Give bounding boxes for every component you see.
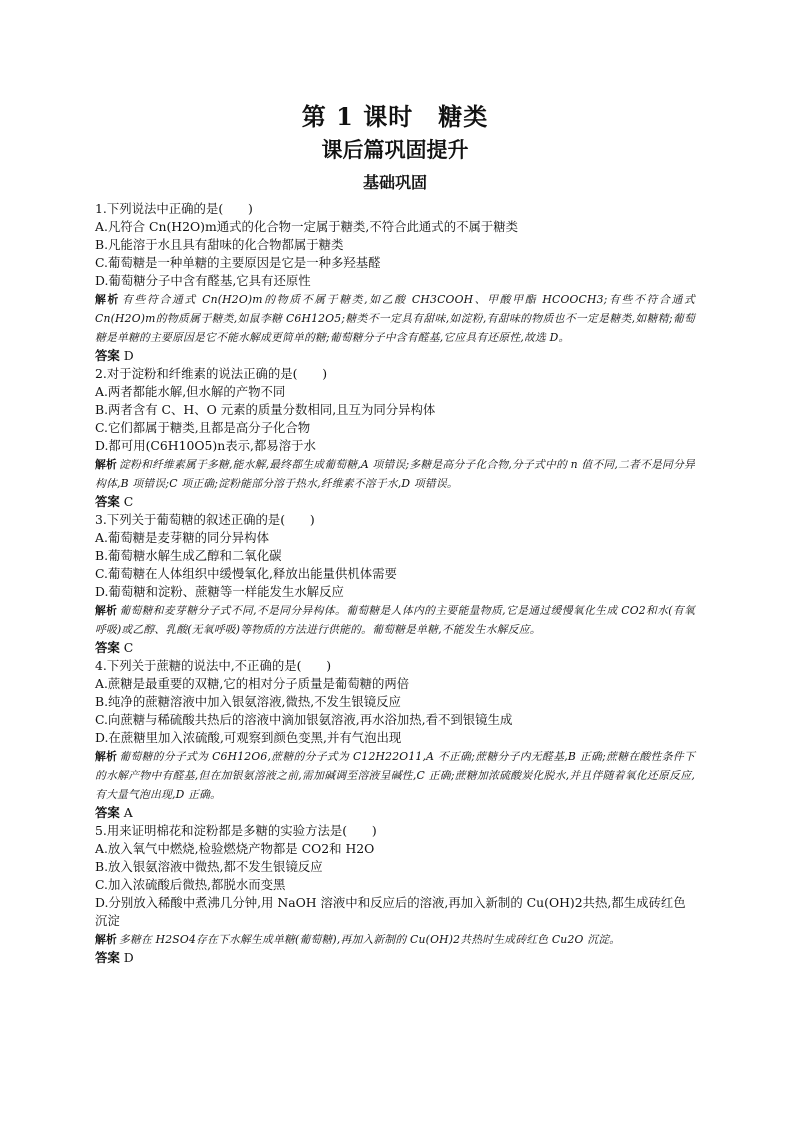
- option-c: C.葡萄糖在人体组织中缓慢氧化,释放出能量供机体需要: [95, 566, 397, 581]
- option-b: B.凡能溶于水且具有甜味的化合物都属于糖类: [95, 237, 344, 252]
- answer-value: D: [123, 348, 134, 363]
- analysis-text: 有些符合通式 Cn(H2O)m的物质不属于糖类,如乙酸 CH3COOH、甲酸甲酯 HCOOCH3;有些不符合通式 Cn(H2O)m的物质属于糖类,如鼠李糖 C6H12O5;糖类不一定具有甜味,如淀粉,有甜味的物质也不一定是糖类,如糖精;葡萄糖是单糖的主要原因是它不能水解成更简单的糖;葡萄糖分子中含有醛基,它应具有还原性,故选 D。: [95, 293, 695, 344]
- analysis-text: 葡萄糖的分子式为 C6H12O6,蔗糖的分子式为 C12H22O11,A 不正确;蔗糖分子内无醛基,B 正确;蔗糖在酸性条件下的水解产物中有醛基,但在加银氨溶液之前,需加碱调至溶液呈碱性,C 正确;蔗糖加浓硫酸炭化脱水,并且伴随着氧化还原反应,有大量气泡出现,D 正确。: [95, 750, 695, 801]
- answer-value: A: [123, 805, 133, 820]
- analysis-label: 解析: [95, 293, 120, 306]
- option-a: A.放入氧气中燃烧,检验燃烧产物都是 CO2和 H2O: [95, 841, 375, 856]
- option-a: A.葡萄糖是麦芽糖的同分异构体: [95, 530, 269, 545]
- answer: [95, 347, 695, 365]
- analysis: [95, 601, 695, 639]
- answer-label: 答案: [95, 805, 120, 820]
- question-stem: 1.下列说法中正确的是( ): [95, 201, 253, 216]
- answer: [95, 949, 695, 967]
- analysis-text: 淀粉和纤维素属于多糖,能水解,最终都生成葡萄糖,A 项错误;多糖是高分子化合物,分子式中的 n 值不同,二者不是同分异构体,B 项错误;C 项正确;淀粉能部分溶于热水,纤维素不溶于水,D 项错误。: [95, 458, 695, 490]
- question-3: [95, 511, 695, 657]
- option-a: A.两者都能水解,但水解的产物不同: [95, 384, 286, 399]
- option-c: C.向蔗糖与稀硫酸共热后的溶液中滴加银氨溶液,再水浴加热,看不到银镜生成: [95, 712, 513, 727]
- option-d: D.在蔗糖里加入浓硫酸,可观察到颜色变黑,并有气泡出现: [95, 730, 402, 745]
- document-page: [95, 100, 695, 967]
- question-stem: 2.对于淀粉和纤维素的说法正确的是( ): [95, 366, 328, 381]
- option-c: C.它们都属于糖类,且都是高分子化合物: [95, 420, 311, 435]
- answer-label: 答案: [95, 640, 120, 655]
- option-d: D.葡萄糖分子中含有醛基,它具有还原性: [95, 273, 311, 288]
- analysis: [95, 455, 695, 493]
- option-c: C.葡萄糖是一种单糖的主要原因是它是一种多羟基醛: [95, 255, 381, 270]
- analysis: [95, 290, 695, 347]
- answer-label: 答案: [95, 494, 120, 509]
- answer: [95, 493, 695, 511]
- option-d: D.葡萄糖和淀粉、蔗糖等一样能发生水解反应: [95, 584, 344, 599]
- analysis-label: 解析: [95, 750, 118, 763]
- analysis: [95, 747, 695, 804]
- question-stem: 4.下列关于蔗糖的说法中,不正确的是( ): [95, 658, 332, 673]
- answer-label: 答案: [95, 950, 120, 965]
- answer-value: C: [123, 494, 134, 509]
- analysis-text: 多糖在 H2SO4存在下水解生成单糖(葡萄糖),再加入新制的 Cu(OH)2共热时生成砖红色 Cu2O 沉淀。: [119, 933, 621, 946]
- analysis-label: 解析: [95, 933, 117, 946]
- answer: [95, 639, 695, 657]
- option-b: B.葡萄糖水解生成乙醇和二氧化碳: [95, 548, 282, 563]
- option-a: A.凡符合 Cn(H2O)m通式的化合物一定属于糖类,不符合此通式的不属于糖类: [95, 219, 519, 234]
- question-stem: 3.下列关于葡萄糖的叙述正确的是( ): [95, 512, 315, 527]
- answer-value: D: [123, 950, 134, 965]
- question-5: [95, 822, 695, 967]
- analysis: [95, 930, 695, 949]
- question-2: [95, 365, 695, 511]
- answer: [95, 804, 695, 822]
- option-b: B.两者含有 C、H、O 元素的质量分数相同,且互为同分异构体: [95, 402, 436, 417]
- option-b: B.放入银氨溶液中微热,都不发生银镜反应: [95, 859, 323, 874]
- analysis-text: 葡萄糖和麦芽糖分子式不同,不是同分异构体。葡萄糖是人体内的主要能量物质,它是通过缓慢氧化生成 CO2和水(有氧呼吸)或乙醇、乳酸(无氧呼吸)等物质的方法进行供能的。葡萄糖是单糖,不能发生水解反应。: [95, 604, 695, 636]
- option-c: C.加入浓硫酸后微热,都脱水而变黑: [95, 877, 286, 892]
- answer-value: C: [123, 640, 134, 655]
- option-d: D.都可用(C6H10O5)n表示,都易溶于水: [95, 438, 316, 453]
- option-b: B.纯净的蔗糖溶液中加入银氨溶液,微热,不发生银镜反应: [95, 694, 401, 709]
- analysis-label: 解析: [95, 604, 118, 617]
- page-subtitle: 课后篇巩固提升: [321, 137, 469, 162]
- question-4: [95, 657, 695, 822]
- section-heading: 基础巩固: [362, 173, 427, 192]
- question-stem: 5.用来证明棉花和淀粉都是多糖的实验方法是( ): [95, 823, 377, 838]
- analysis-label: 解析: [95, 458, 117, 471]
- option-a: A.蔗糖是最重要的双糖,它的相对分子质量是葡萄糖的两倍: [95, 676, 410, 691]
- option-d: D.分别放入稀酸中煮沸几分钟,用 NaOH 溶液中和反应后的溶液,再加入新制的 Cu(OH)2共热,都生成砖红色沉淀: [95, 895, 686, 928]
- answer-label: 答案: [95, 348, 120, 363]
- page-title: 第 1 课时 糖类: [301, 102, 489, 131]
- question-1: [95, 200, 695, 365]
